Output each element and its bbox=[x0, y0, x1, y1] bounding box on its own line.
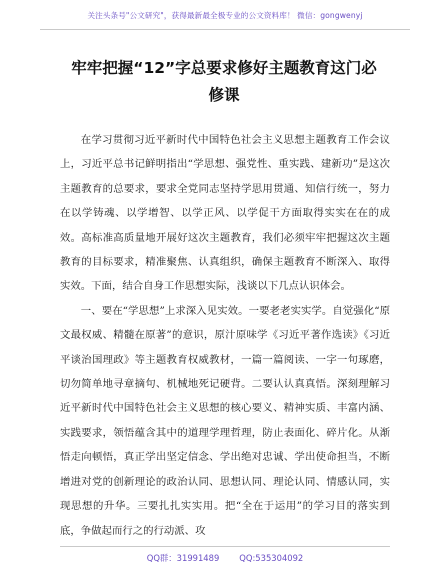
body-paragraph: 在学习贯彻习近平新时代中国特色社会主义思想主题教育工作会议上，习近平总书记鲜明指出“学思想、强党性、重实践、建新功”是这次主题教育的总要求，要求全党同志坚持学思用贯通、知信行统一，努力在以学铸魂、以学增智、以学正风、以学促干方面取得实实在在的成效。高标准高质量地开展好这次主题教育，我们必须牢牢把握这次主题教育的目标要求，精准聚焦、认真组织，确保主题教育不断深入、取得实效。下面，结合自身工作思想实际，浅谈以下几点认识体会。 bbox=[60, 134, 390, 293]
title-line-2: 修课 bbox=[208, 86, 240, 104]
header-banner: 关注头条号"公文研究"，获得最新最全极专业的公文资料库！ 微信：gongwenyj bbox=[40, 10, 410, 30]
document-title bbox=[70, 55, 378, 109]
footer-qq: QQ:535304092 bbox=[239, 553, 304, 563]
document-body bbox=[60, 128, 390, 543]
body-paragraph: 一、要在“学思想”上求深入见实效。一要老老实实学。自觉强化“原文最权威、精髓在原著”的意识，原汁原味学《习近平著作选读》《习近平谈治国理政》等主题教育权威教材，一篇一篇阅读、一字一句琢磨，切勿简单地寻章摘句、机械地死记硬背。二要认认真真悟。深刻理解习近平新时代中国特色社会主义思想的核心要义、精神实质、丰富内涵、实践要求，领悟蕴含其中的道理学理哲理，防止表面化、碎片化。从渐悟走向顿悟，真正学出坚定信念、学出绝对忠诚、学出使命担当，不断增进对党的创新理论的政治认同、思想认同、理论认同、情感认同，实现思想的升华。三要扎扎实实用。把“全在于运用”的学习目的落实到底，争做起而行之的行动派、攻 bbox=[60, 304, 390, 537]
footer-qq-group: QQ群：31991489 bbox=[146, 553, 220, 563]
footer-contact bbox=[60, 546, 390, 564]
title-line-1: 牢牢把握“12”字总要求修好主题教育这门必 bbox=[71, 59, 377, 77]
